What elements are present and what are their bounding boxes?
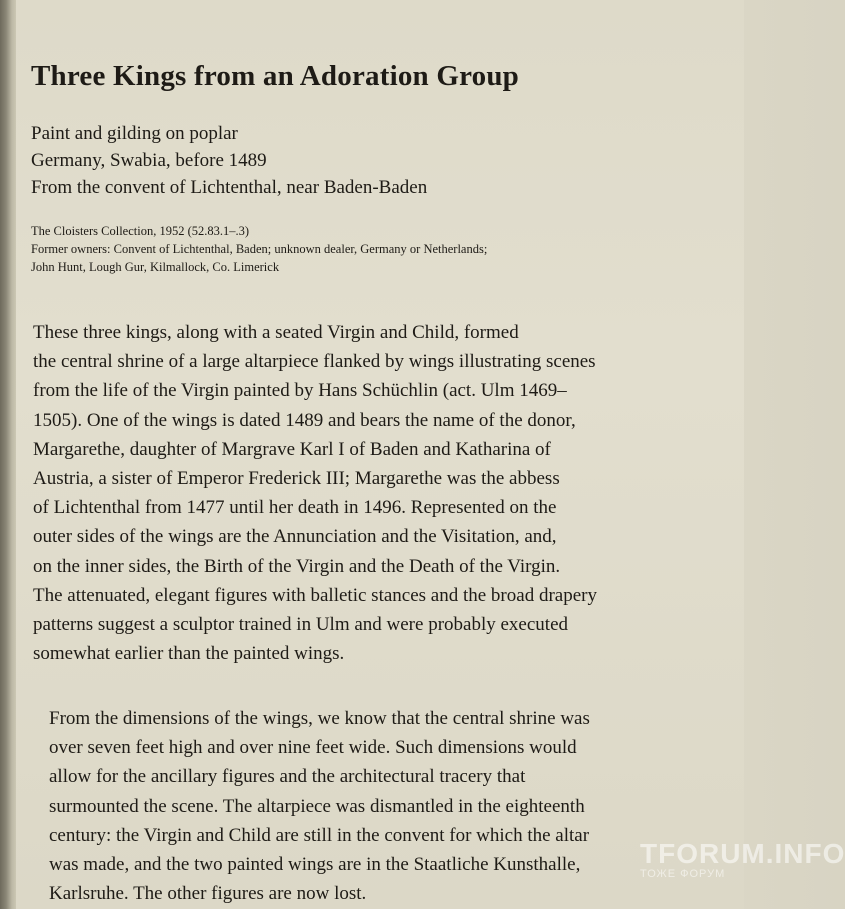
text-line: patterns suggest a sculptor trained in Ulm and were probably executed — [33, 614, 568, 636]
watermark-subtitle: ТОЖЕ ФОРУМ — [640, 868, 726, 880]
collection-line: The Cloisters Collection, 1952 (52.83.1–.3) — [31, 224, 250, 238]
text-line: Karlsruhe. The other figures are now lost. — [49, 883, 367, 905]
text-line: was made, and the two painted wings are in the Staatliche Kunsthalle, — [49, 854, 581, 876]
text-line: century: the Virgin and Child are still in the convent for which the altar — [49, 824, 590, 846]
text-line: of Lichtenthal from 1477 until her death in 1496. Represented on the — [33, 497, 557, 519]
text-line: from the life of the Virgin painted by Hans Schüchlin (act. Ulm 1469– — [33, 380, 567, 402]
former-owners-line: Former owners: Convent of Lichtenthal, Baden; unknown dealer, Germany or Netherlands; — [31, 242, 488, 256]
text-line: These three kings, along with a seated Virgin and Child, formed — [33, 322, 519, 343]
text-line: From the dimensions of the wings, we know that the central shrine was — [49, 708, 590, 729]
credit-line — [31, 222, 487, 276]
origin-line: Germany, Swabia, before 1489 — [31, 150, 267, 171]
text-line: Austria, a sister of Emperor Frederick III; Margarethe was the abbess — [33, 468, 560, 490]
text-line: 1505). One of the wings is dated 1489 and bears the name of the donor, — [33, 409, 576, 431]
former-owners-line-cont: John Hunt, Lough Gur, Kilmallock, Co. Limerick — [31, 260, 280, 274]
text-line: The attenuated, elegant figures with balletic stances and the broad drapery — [33, 584, 597, 606]
text-line: Margarethe, daughter of Margrave Karl I of Baden and Katharina of — [33, 438, 551, 460]
text-line: allow for the ancillary figures and the architectural tracery that — [49, 766, 526, 788]
artwork-details — [31, 120, 427, 201]
description-paragraph-2 — [49, 704, 590, 908]
text-line: surmounted the scene. The altarpiece was dismantled in the eighteenth — [49, 795, 585, 817]
description-paragraph-1 — [33, 318, 597, 668]
text-line: somewhat earlier than the painted wings. — [33, 643, 345, 665]
placard-title: Three Kings from an Adoration Group — [31, 60, 519, 92]
text-line: the central shrine of a large altarpiece flanked by wings illustrating scenes — [33, 351, 596, 373]
watermark: TFORUM.INFO — [640, 838, 845, 869]
text-line: on the inner sides, the Birth of the Virgin and the Death of the Virgin. — [33, 555, 561, 577]
medium-line: Paint and gilding on poplar — [31, 123, 238, 144]
text-line: over seven feet high and over nine feet wide. Such dimensions would — [49, 737, 577, 759]
text-line: outer sides of the wings are the Annunciation and the Visitation, and, — [33, 526, 557, 548]
provenance-line: From the convent of Lichtenthal, near Baden-Baden — [31, 177, 428, 198]
